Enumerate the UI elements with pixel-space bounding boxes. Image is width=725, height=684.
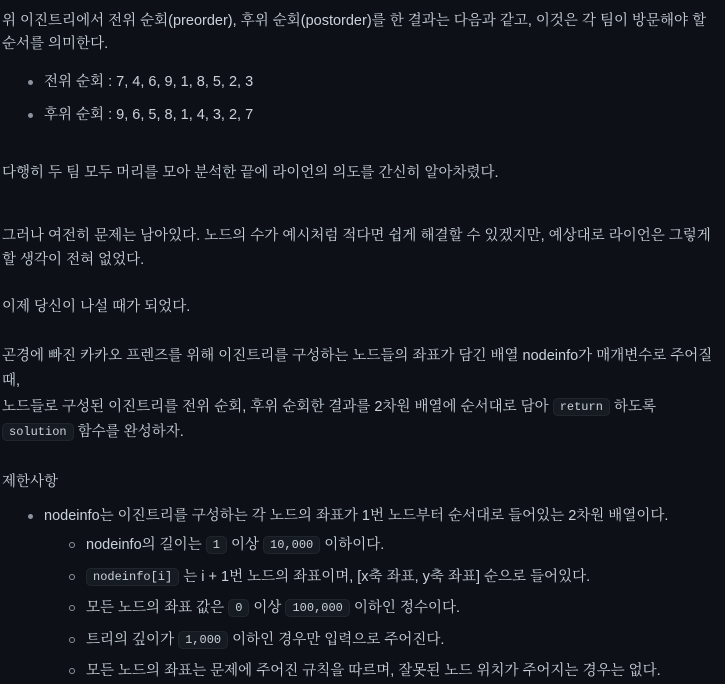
sub-1-suffix-text: 이하이다.	[320, 537, 385, 554]
task-line-2-post: 하도록	[609, 398, 656, 415]
paragraph-2-wrap	[0, 215, 725, 272]
task-line-2-pre: 노드들로 구성된 이진트리를 전위 순회, 후위 순회한 결과를 2차원 배열에 순서대로 담아	[2, 398, 553, 415]
list-item	[28, 104, 725, 127]
constraints-sub-list	[44, 534, 725, 683]
task-line-2	[2, 395, 719, 420]
paragraph-1: 다행히 두 팀 모두 머리를 모아 분석한 끝에 라이언의 의도를 간신히 알아차렸다.	[2, 164, 499, 181]
sub-1-prefix-code: nodeinfo	[86, 537, 142, 554]
sub-1-code-max: 10,000	[263, 536, 320, 554]
list-item	[68, 534, 725, 557]
intro-section	[0, 0, 725, 57]
list-item	[68, 566, 725, 589]
postorder-text: 후위 순회 : 9, 6, 5, 8, 1, 4, 3, 2, 7	[44, 107, 254, 124]
constraints-heading: 제한사항	[2, 474, 59, 491]
paragraph-3-wrap	[0, 286, 725, 319]
sub-5-text: 모든 노드의 좌표는 문제에 주어진 규칙을 따르며, 잘못된 노드 위치가 주어지는 경우는 없다.	[86, 663, 661, 680]
traversal-list	[0, 71, 725, 128]
sub-2-text: 는 i + 1번 노드의 좌표이며, [x축 좌표, y축 좌표] 순으로 들어있다.	[179, 568, 591, 585]
sub-3-code-max: 100,000	[285, 599, 349, 617]
intro-paragraph: 위 이진트리에서 전위 순회(preorder), 후위 순회(postorder)를 한 결과는 다음과 같고, 이것은 각 팀이 방문해야 할 순서를 의미한다.	[2, 13, 707, 53]
paragraph-3: 이제 당신이 나설 때가 되었다.	[2, 299, 191, 316]
list-item	[28, 505, 725, 684]
return-keyword-code: return	[553, 398, 610, 416]
task-line-3	[2, 420, 719, 445]
sub-1-mid-text: 이상	[226, 537, 264, 554]
preorder-text: 전위 순회 : 7, 4, 6, 9, 1, 8, 5, 2, 3	[44, 73, 254, 90]
sub-3-prefix-text: 모든 노드의 좌표 값은	[86, 600, 229, 617]
nodeinfo-description: 는 이진트리를 구성하는 각 노드의 좌표가 1번 노드부터 순서대로 들어있는 2차원 배열이다.	[99, 507, 669, 524]
task-section	[0, 334, 725, 446]
sub-3-suffix-text: 이하인 정수이다.	[349, 600, 461, 617]
constraints-list	[0, 505, 725, 684]
solution-keyword-code: solution	[2, 423, 74, 441]
list-item	[68, 629, 725, 652]
task-line-1: 곤경에 빠진 카카오 프렌즈를 위해 이진트리를 구성하는 노드들의 좌표가 담긴 배열 nodeinfo가 매개변수로 주어질 때,	[2, 347, 713, 390]
task-line-3-post: 함수를 완성하자.	[73, 424, 184, 440]
sub-3-mid-text: 이상	[249, 600, 286, 617]
sub-4-suffix-text: 이하인 경우만 입력으로 주어진다.	[228, 631, 445, 648]
sub-2-nodeinfo-index-code: nodeinfo[i]	[86, 568, 179, 586]
list-item	[28, 71, 725, 94]
sub-3-code-min: 0	[228, 599, 249, 617]
sub-1-prefix-text: 의 길이는	[141, 537, 206, 554]
paragraph-2: 그러나 여전히 문제는 남아있다. 노드의 수가 예시처럼 적다면 쉽게 해결할 수 있겠지만, 예상대로 라이언은 그렇게 할 생각이 전혀 없었다.	[2, 228, 711, 268]
list-item	[68, 660, 725, 683]
nodeinfo-label: nodeinfo	[44, 507, 100, 524]
list-item	[68, 597, 725, 620]
sub-1-code-min: 1	[206, 536, 227, 554]
sub-4-prefix-text: 트리의 깊이가	[86, 631, 179, 648]
sub-4-code-depth: 1,000	[178, 631, 228, 649]
paragraph-1-wrap	[0, 152, 725, 185]
